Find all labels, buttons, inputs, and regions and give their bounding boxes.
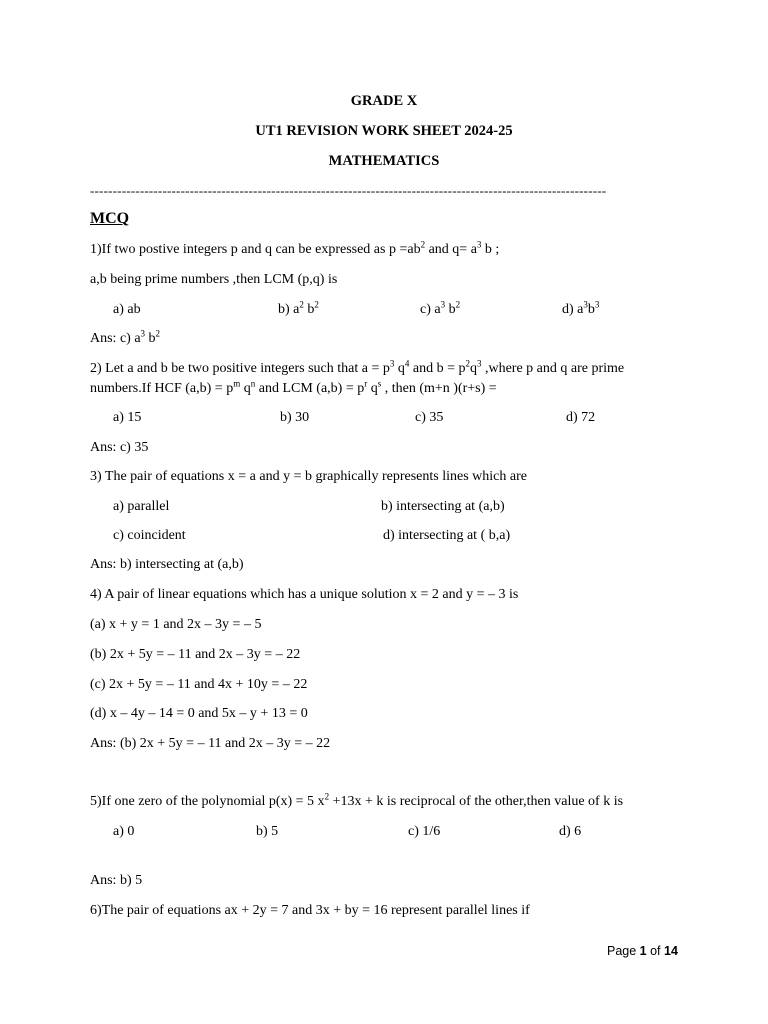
question-2-line-2: numbers.If HCF $(a,b) = p^m$ $q^n$ and LCM $(a,b) = p^r$ $q^s$ , then (m+n )(r+s) = xyxy=(90,378,497,396)
q4-answer: Ans: (b) 2x + 5y = – 11 and 2x – 3y = – 22 xyxy=(90,736,331,751)
question-3: 3) The pair of equations x = a and y = b graphically represents lines which are xyxy=(90,469,527,484)
question-1-line-2: a,b being prime numbers ,then LCM (p,q) is xyxy=(90,272,338,287)
q3-answer: Ans: b) intersecting at (a,b) xyxy=(90,557,244,572)
q2-option-d: d) 72 xyxy=(566,410,596,425)
question-2: 2) Let a and b be two positive integers such that $a = p^3$ $q^4$ and $b = p^2q^3$ ,where p and q are prime xyxy=(90,358,625,376)
q2-answer: Ans: c) 35 xyxy=(90,440,149,455)
q5-option-c: c) 1/6 xyxy=(408,824,441,839)
q4-option-b: (b) 2x + 5y = – 11 and 2x – 3y = – 22 xyxy=(90,647,301,662)
question-1: 1)If two postive integers p and q can be expressed as $p =ab^2$ and $q= a^3$ b ; xyxy=(90,239,500,257)
question-4: 4) A pair of linear equations which has a unique solution x = 2 and y = – 3 is xyxy=(90,587,519,602)
q3-option-d: d) intersecting at ( b,a) xyxy=(383,528,511,543)
subject-title: MATHEMATICS xyxy=(328,153,440,169)
q5-option-a: a) 0 xyxy=(113,824,135,839)
sheet-title: UT1 REVISION WORK SHEET 2024-25 xyxy=(255,123,513,139)
q2-option-a: a) 15 xyxy=(113,410,142,425)
q5-option-d: d) 6 xyxy=(559,824,582,839)
question-6: 6)The pair of equations ax + 2y = 7 and 3x + by = 16 represent parallel lines if xyxy=(90,903,530,918)
question-5: 5)If one zero of the polynomial p(x) = 5 $x^2 +13x + k$ is reciprocal of the other,then value of k is xyxy=(90,791,624,809)
q2-option-c: c) 35 xyxy=(415,410,444,425)
q3-option-b: b) intersecting at (a,b) xyxy=(381,499,505,514)
q2-option-b: b) 30 xyxy=(280,410,310,425)
q3-option-a: a) parallel xyxy=(113,499,170,514)
section-title: MCQ xyxy=(90,210,130,227)
q4-option-c: (c) 2x + 5y = – 11 and 4x + 10y = – 22 xyxy=(90,677,308,692)
q1-option-b: b) $a^2$ $b^2$ xyxy=(278,299,319,317)
page-number: Page 1 of 14 xyxy=(607,944,678,958)
q4-option-a: (a) x + y = 1 and 2x – 3y = – 5 xyxy=(90,617,262,632)
q1-option-a: a) ab xyxy=(113,302,141,317)
q1-answer: Ans: c) $a^3$ $b^2$ xyxy=(90,328,161,346)
q5-answer: Ans: b) 5 xyxy=(90,873,143,888)
q1-option-d: d) $a^3b^3$ xyxy=(562,299,600,317)
q5-option-b: b) 5 xyxy=(256,824,279,839)
separator-line: ------------------------------------------------------------------------------------------------------------------ xyxy=(90,183,607,198)
q1-option-c: c) $a^3$ $b^2$ xyxy=(420,299,461,317)
q4-option-d: (d) x – 4y – 14 = 0 and 5x – y + 13 = 0 xyxy=(90,706,308,721)
grade-title: GRADE X xyxy=(350,93,418,109)
q3-option-c: c) coincident xyxy=(113,528,186,543)
